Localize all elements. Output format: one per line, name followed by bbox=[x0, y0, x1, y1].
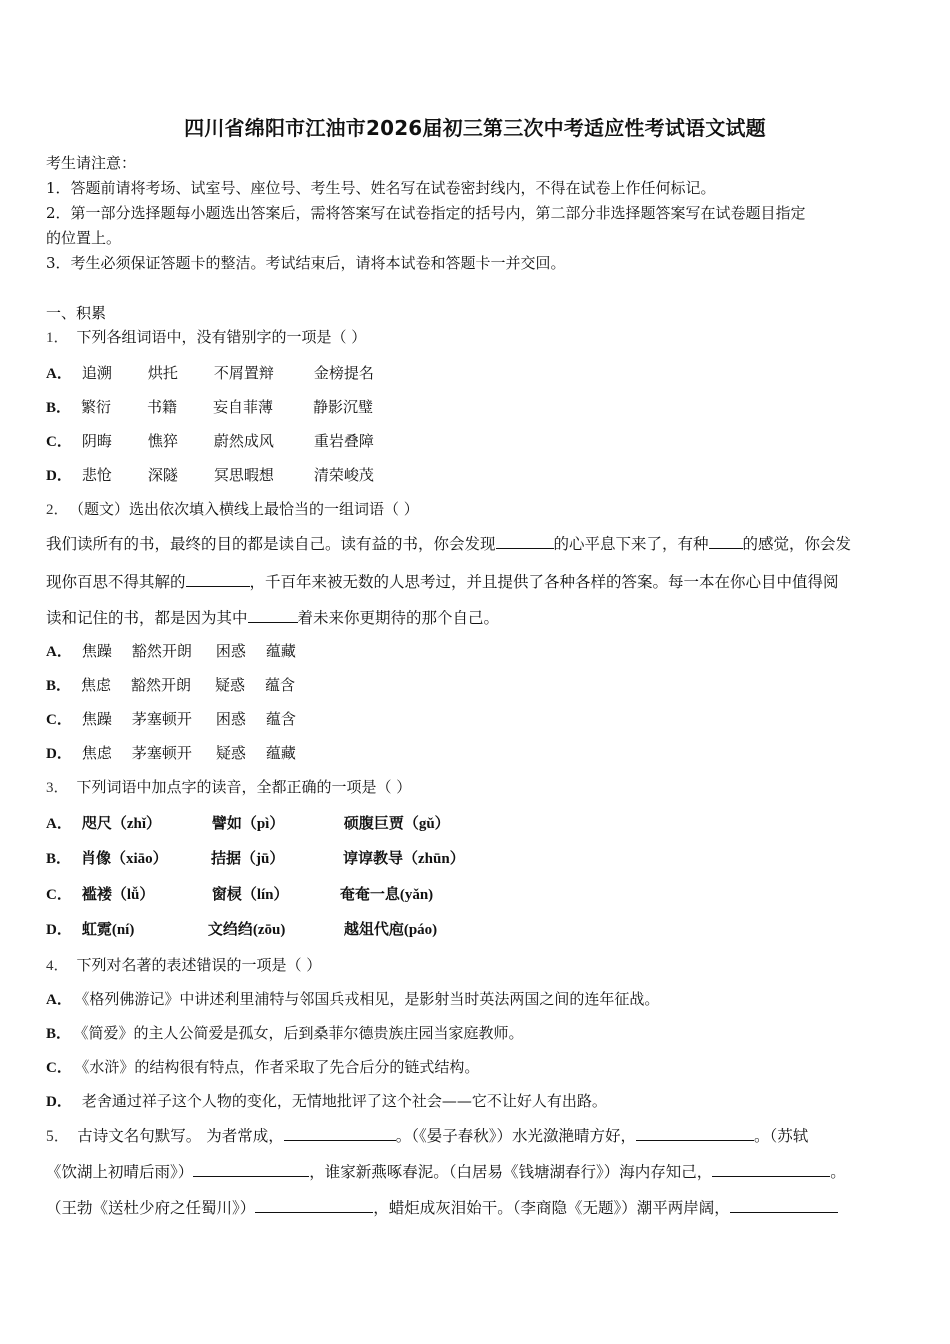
option-word: 静影沉璧 bbox=[313, 398, 374, 416]
q4-option-d[interactable] bbox=[46, 1090, 607, 1111]
option-word: 譬如（pì） bbox=[211, 816, 285, 832]
question-1-stem bbox=[46, 326, 366, 347]
question-number: 4． bbox=[46, 958, 69, 974]
passage-text: ，千百年来被无数的人思考过，并且提供了各种各样的答案。每一本在你心目中值得阅 bbox=[249, 573, 839, 591]
passage-text: 我们读所有的书，最终的目的都是读自己。读有益的书，你会发现 bbox=[46, 535, 496, 553]
poem-text: 。 bbox=[830, 1163, 846, 1181]
q4-option-b[interactable] bbox=[46, 1022, 524, 1043]
q2-option-a[interactable] bbox=[46, 640, 296, 661]
option-word: 蔚然成风 bbox=[213, 432, 274, 450]
option-text: 《格列佛游记》中讲述利里浦特与邻国兵戎相见，是影射当时英法两国之间的连年征战。 bbox=[81, 990, 660, 1008]
passage-text: 现你百思不得其解的 bbox=[46, 573, 186, 591]
option-word: 重岩叠障 bbox=[313, 432, 374, 450]
q3-option-a[interactable] bbox=[46, 812, 450, 833]
option-word: 妄自菲薄 bbox=[213, 398, 274, 416]
blank-line[interactable] bbox=[284, 1128, 396, 1141]
option-word: 焦虑 bbox=[81, 676, 112, 694]
option-word: 不屑置辩 bbox=[213, 364, 274, 382]
option-text: 《简爱》的主人公简爱是孤女，后到桑菲尔德贵族庄园当家庭教师。 bbox=[81, 1024, 524, 1042]
option-word: 焦躁 bbox=[81, 642, 112, 660]
poem-text: 。（《晏子春秋》）水光潋滟晴方好， bbox=[395, 1127, 636, 1145]
option-word: 肖像（xiāo） bbox=[81, 851, 168, 867]
poem-text: ，蜡炬成灰泪始干。（李商隐《无题》）潮平两岸阔， bbox=[373, 1199, 730, 1217]
option-word: 焦虑 bbox=[81, 744, 112, 762]
q1-option-c[interactable] bbox=[46, 430, 374, 451]
notice-heading: 考生请注意： bbox=[46, 154, 137, 172]
option-letter: D． bbox=[46, 922, 72, 938]
option-word: 焦躁 bbox=[81, 710, 112, 728]
blank-line[interactable] bbox=[255, 1200, 373, 1213]
option-letter: B． bbox=[46, 678, 72, 694]
q3-option-c[interactable] bbox=[46, 883, 433, 904]
notice-item-3: 3．考生必须保证答题卡的整洁。考试结束后，请将本试卷和答题卡一并交回。 bbox=[46, 254, 566, 272]
option-word: 悲怆 bbox=[81, 466, 112, 484]
blank-line[interactable] bbox=[709, 536, 743, 549]
q1-option-d[interactable] bbox=[46, 464, 374, 485]
option-word: 阴晦 bbox=[81, 432, 112, 450]
option-letter: C． bbox=[46, 712, 72, 728]
q3-option-b[interactable] bbox=[46, 847, 465, 868]
option-word: 清荣峻茂 bbox=[313, 466, 374, 484]
option-letter: A． bbox=[46, 816, 72, 832]
question-3-stem bbox=[46, 776, 411, 797]
blank-line[interactable] bbox=[248, 610, 298, 623]
blank-line[interactable] bbox=[186, 574, 250, 587]
option-letter: A． bbox=[46, 992, 72, 1008]
exam-title: 四川省绵阳市江油市2026届初三第三次中考适应性考试语文试题 bbox=[184, 116, 766, 140]
option-letter: B． bbox=[46, 1026, 72, 1042]
option-word: 疑惑 bbox=[215, 744, 246, 762]
option-word: 繁衍 bbox=[81, 398, 112, 416]
notice-item-2a: 2．第一部分选择题每小题选出答案后，需将答案写在试卷指定的括号内，第二部分非选择题答案写在试卷题目指定 bbox=[46, 204, 806, 222]
option-word: 硕腹巨贾（gǔ） bbox=[343, 816, 450, 832]
option-word: 蕴藏 bbox=[265, 642, 296, 660]
blank-line[interactable] bbox=[730, 1200, 838, 1213]
blank-line[interactable] bbox=[496, 536, 554, 549]
option-text: 《水浒》的结构很有特点，作者采取了先合后分的链式结构。 bbox=[81, 1058, 480, 1076]
option-letter: B． bbox=[46, 400, 72, 416]
option-word: 虹霓(ní) bbox=[81, 922, 135, 938]
passage-text: 的感觉，你会发 bbox=[742, 535, 852, 553]
question-number: 1． bbox=[46, 330, 69, 346]
option-word: 金榜提名 bbox=[313, 364, 374, 382]
option-word: 蕴含 bbox=[265, 710, 296, 728]
option-word: 冥思暇想 bbox=[213, 466, 274, 484]
option-letter: C． bbox=[46, 887, 72, 903]
poem-text: ，谁家新燕啄春泥。（白居易《钱塘湖春行》）海内存知己， bbox=[309, 1163, 713, 1181]
blank-line[interactable] bbox=[193, 1164, 309, 1177]
question-text: （题文）选出依次填入横线上最恰当的一组词语（ ） bbox=[76, 500, 419, 518]
question-2-stem bbox=[46, 498, 419, 519]
option-word: 深隧 bbox=[147, 466, 178, 484]
option-word: 茅塞顿开 bbox=[131, 744, 192, 762]
option-text: 老舍通过祥子这个人物的变化，无情地批评了这个社会——它不让好人有出路。 bbox=[81, 1092, 607, 1110]
question-text: 下列对名著的表述错误的一项是（ ） bbox=[76, 956, 322, 974]
option-word: 疑惑 bbox=[215, 676, 246, 694]
option-letter: C． bbox=[46, 434, 72, 450]
option-word: 谆谆教导（zhūn） bbox=[343, 851, 465, 867]
blank-line[interactable] bbox=[712, 1164, 830, 1177]
section-heading: 一、积累 bbox=[46, 304, 107, 322]
option-word: 豁然开朗 bbox=[131, 676, 192, 694]
option-letter: D． bbox=[46, 468, 72, 484]
option-letter: D． bbox=[46, 1094, 72, 1110]
question-text: 下列各组词语中，没有错别字的一项是（ ） bbox=[76, 328, 367, 346]
option-word: 困惑 bbox=[215, 710, 246, 728]
option-word: 褴褛（lǚ） bbox=[81, 887, 155, 903]
option-word: 窗棂（lín） bbox=[211, 887, 289, 903]
q2-passage-line-2 bbox=[46, 570, 839, 592]
blank-line[interactable] bbox=[636, 1128, 754, 1141]
q3-option-d[interactable] bbox=[46, 918, 437, 939]
option-word: 越俎代庖(páo) bbox=[343, 922, 438, 938]
poem-text: 。（苏轼 bbox=[753, 1127, 809, 1145]
option-word: 咫尺（zhǐ） bbox=[81, 816, 162, 832]
question-text: 下列词语中加点字的读音，全都正确的一项是（ ） bbox=[76, 778, 412, 796]
q2-option-d[interactable] bbox=[46, 742, 296, 763]
option-word: 拮据（jū） bbox=[211, 851, 285, 867]
q4-option-c[interactable] bbox=[46, 1056, 479, 1077]
q5-line-1 bbox=[46, 1124, 808, 1146]
poem-text: （王勃《送杜少府之任蜀川》） bbox=[46, 1199, 256, 1217]
poem-text: 《饮湖上初晴后雨》） bbox=[46, 1163, 194, 1181]
q2-option-c[interactable] bbox=[46, 708, 296, 729]
notice-item-1: 1．答题前请将考场、试室号、座位号、考生号、姓名写在试卷密封线内，不得在试卷上作任何标记。 bbox=[46, 179, 716, 197]
option-word: 蕴藏 bbox=[265, 744, 296, 762]
option-word: 豁然开朗 bbox=[131, 642, 192, 660]
question-number: 5． bbox=[46, 1128, 70, 1145]
option-word: 文绉绉(zōu) bbox=[207, 922, 286, 938]
option-word: 书籍 bbox=[147, 398, 178, 416]
question-number: 2． bbox=[46, 502, 69, 518]
q1-option-b[interactable] bbox=[46, 396, 373, 417]
question-number: 3． bbox=[46, 780, 69, 796]
q2-passage-line-1 bbox=[46, 532, 851, 554]
q2-passage-line-3 bbox=[46, 606, 499, 628]
option-letter: A． bbox=[46, 366, 72, 382]
option-letter: C． bbox=[46, 1060, 72, 1076]
q2-option-b[interactable] bbox=[46, 674, 295, 695]
passage-text: 着未来你更期待的那个自己。 bbox=[297, 609, 500, 627]
q5-line-2 bbox=[46, 1160, 846, 1182]
q4-option-a[interactable] bbox=[46, 988, 659, 1009]
notice-item-2b: 的位置上。 bbox=[46, 229, 122, 247]
poem-text: 古诗文名句默写。 为者常成， bbox=[77, 1127, 284, 1145]
option-word: 蕴含 bbox=[265, 676, 296, 694]
option-word: 追溯 bbox=[81, 364, 112, 382]
q5-line-3 bbox=[46, 1196, 838, 1218]
option-word: 奄奄一息(yǎn) bbox=[339, 887, 434, 903]
passage-text: 读和记住的书，都是因为其中 bbox=[46, 609, 248, 627]
option-letter: A． bbox=[46, 644, 72, 660]
passage-text: 的心平息下来了，有种 bbox=[553, 535, 709, 553]
option-word: 憔猝 bbox=[147, 432, 178, 450]
option-letter: B． bbox=[46, 851, 72, 867]
option-word: 烘托 bbox=[147, 364, 178, 382]
option-word: 茅塞顿开 bbox=[131, 710, 192, 728]
q1-option-a[interactable] bbox=[46, 362, 374, 383]
question-4-stem bbox=[46, 954, 321, 975]
option-word: 困惑 bbox=[215, 642, 246, 660]
option-letter: D． bbox=[46, 746, 72, 762]
